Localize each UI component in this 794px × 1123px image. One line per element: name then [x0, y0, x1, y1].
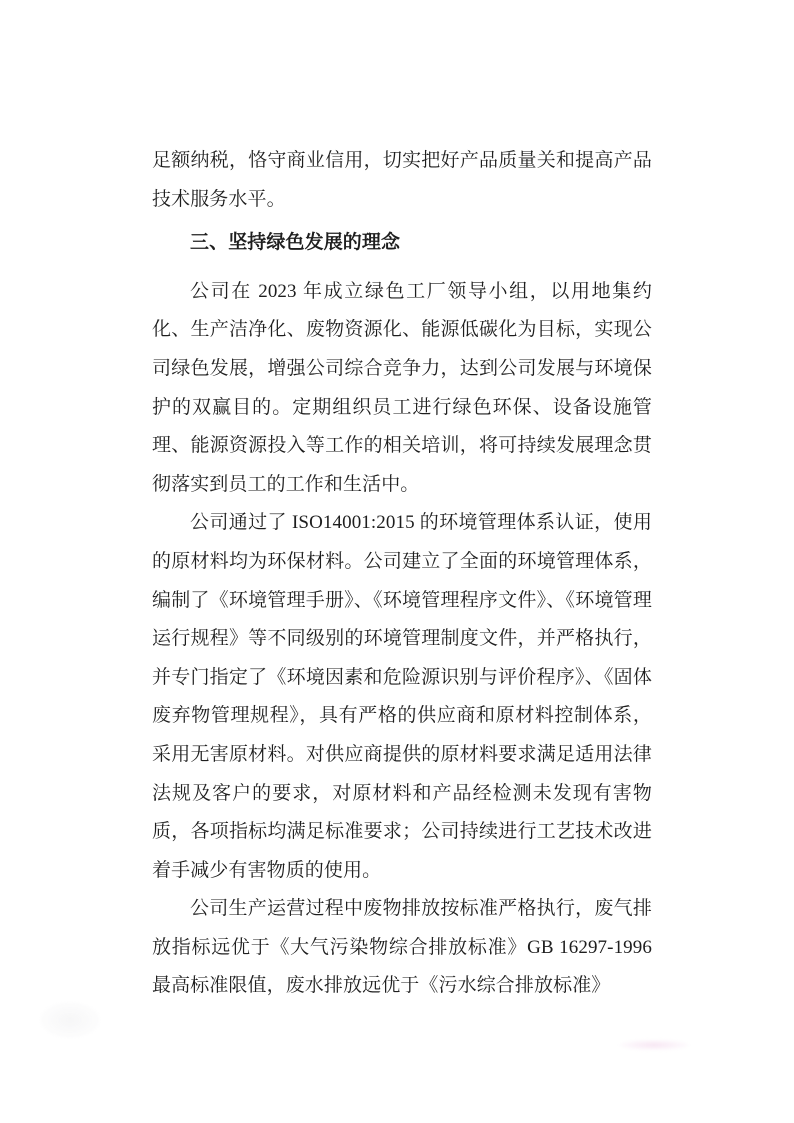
paragraph-taxes-continuation: 足额纳税，恪守商业信用，切实把好产品质量关和提高产品技术服务水平。	[152, 150, 652, 210]
document-text-block	[152, 142, 652, 1006]
paragraph-environment-management-system: 公司通过了 ISO14001:2015 的环境管理体系认证，使用的原材料均为环保材料。公司建立了全面的环境管理体系，编制了《环境管理手册》、《环境管理程序文件》、《环境管理运行规程》等不同级别的环境管理制度文件，并严格执行，并专门指定了《环境因素和危险源识别与评价程序》、《固体废弃物管理规程》，具有严格的供应商和原材料控制体系，采用无害原材料。对供应商提供的原材料要求满足适用法律法规及客户的要求，对原材料和产品经检测未发现有害物质，各项指标均满足标准要求；公司持续进行工艺技术改进着手减少有害物质的使用。	[152, 512, 652, 881]
section-heading-green-development: 三、坚持绿色发展的理念	[190, 232, 401, 254]
paragraph-green-factory-group: 公司在 2023 年成立绿色工厂领导小组，以用地集约化、生产洁净化、废物资源化、能源低碳化为目标，实现公司绿色发展，增强公司综合竞争力，达到公司发展与环境保护的双赢目的。定期组织员工进行绿色环保、设备设施管理、能源资源投入等工作的相关培训，将可持续发展理念贯彻落实到员工的工作和生活中。	[152, 280, 652, 495]
scan-artifact-smudge	[40, 1002, 100, 1038]
faint-watermark-smudge	[620, 1040, 688, 1050]
paragraph-waste-emission-standards: 公司生产运营过程中废物排放按标准严格执行，废气排放指标远优于《大气污染物综合排放标准》GB 16297-1996 最高标准限值，废水排放远优于《污水综合排放标准》	[152, 898, 652, 997]
